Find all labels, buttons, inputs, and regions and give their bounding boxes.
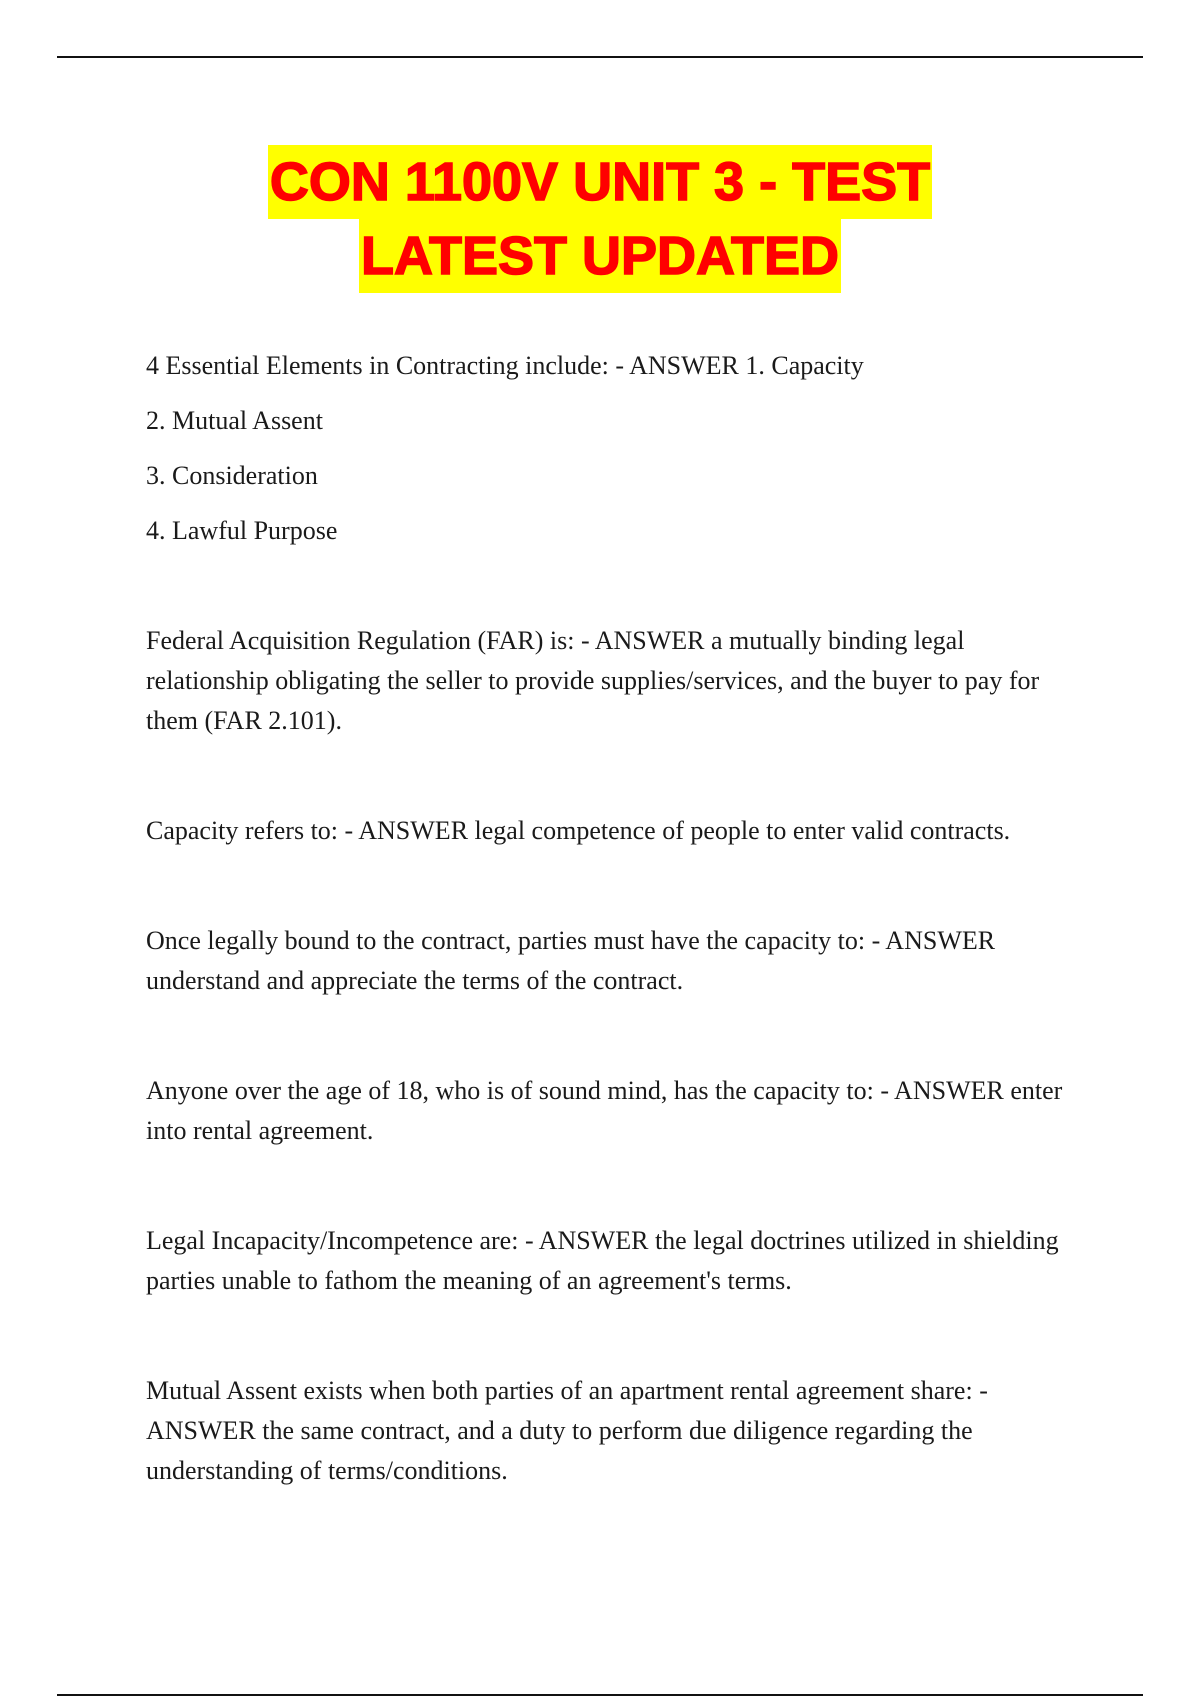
qa-entry-mutual-assent: Mutual Assent exists when both parties of an apartment rental agreement share: - ANSWER the same contract, and a duty to perform due diligence regarding the understanding of terms/conditions. (146, 1376, 988, 1485)
list-item-lawful-purpose: 4. Lawful Purpose (146, 516, 338, 545)
bottom-rule (57, 1694, 1143, 1696)
document-title (0, 145, 1200, 293)
top-rule (57, 56, 1143, 58)
title-line-2: LATEST UPDATED (359, 219, 841, 293)
qa-entry-age-18: Anyone over the age of 18, who is of sound mind, has the capacity to: - ANSWER enter into rental agreement. (146, 1076, 1063, 1145)
document-body (146, 346, 1076, 1491)
qa-text: 4 Essential Elements in Contracting include: - ANSWER 1. Capacity (146, 351, 864, 380)
list-item-mutual-assent: 2. Mutual Assent (146, 406, 323, 435)
qa-entry-far: Federal Acquisition Regulation (FAR) is: - ANSWER a mutually binding legal relationship obligating the seller to provide supplies/services, and the buyer to pay for them (FAR 2.101). (146, 626, 1040, 735)
title-line-1: CON 1100V UNIT 3 - TEST (268, 145, 932, 219)
qa-entry-capacity: Capacity refers to: - ANSWER legal competence of people to enter valid contracts. (146, 816, 1011, 845)
qa-entry-essential-elements (146, 346, 1076, 551)
qa-entry-legal-incapacity: Legal Incapacity/Incompetence are: - ANSWER the legal doctrines utilized in shielding parties unable to fathom the meaning of an agreement's terms. (146, 1226, 1059, 1295)
list-item-consideration: 3. Consideration (146, 461, 318, 490)
qa-entry-legally-bound: Once legally bound to the contract, parties must have the capacity to: - ANSWER understand and appreciate the terms of the contract. (146, 926, 996, 995)
